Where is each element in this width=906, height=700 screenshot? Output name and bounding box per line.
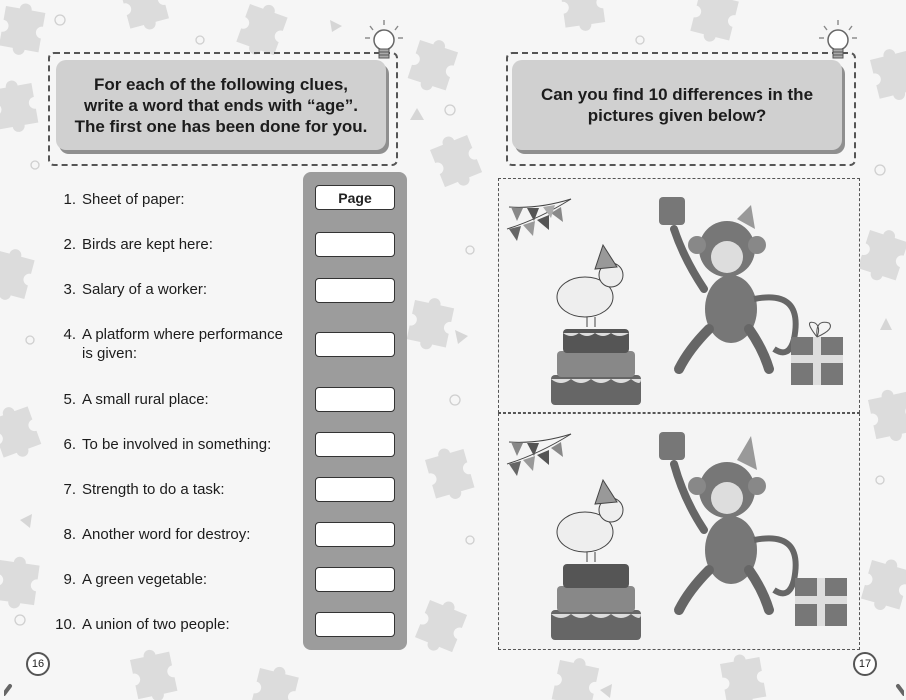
instruction-line: write a word that ends with “age”. — [84, 95, 358, 115]
answer-box-6[interactable] — [315, 432, 395, 457]
answer-box-8[interactable] — [315, 522, 395, 547]
clue-text: A green vegetable: — [82, 571, 208, 588]
cake-illustration — [551, 564, 641, 640]
clue-9 — [48, 570, 207, 589]
party-scene-bottom — [499, 414, 858, 648]
clue-number: 2. — [63, 236, 76, 253]
clue-3 — [48, 280, 207, 299]
cake-illustration — [551, 329, 641, 405]
clue-8 — [48, 525, 250, 544]
clue-text: A union of two people: — [82, 616, 230, 633]
party-scene-top — [499, 179, 858, 411]
monkey-illustration — [659, 432, 796, 610]
clue-text: Birds are kept here: — [82, 236, 213, 253]
answer-box-10[interactable] — [315, 612, 395, 637]
lightbulb-icon — [816, 18, 860, 68]
clue-number: 10. — [55, 616, 76, 633]
page-number-left: 16 — [26, 652, 50, 676]
magnifier-icon — [878, 666, 904, 696]
clue-number: 4. — [63, 326, 76, 343]
picture-panel-bottom — [498, 413, 860, 650]
instruction-line: Can you find 10 differences in the — [540, 85, 814, 104]
clue-number: 3. — [63, 281, 76, 298]
clue-2 — [48, 235, 213, 254]
bird-illustration — [557, 480, 623, 562]
answer-box-1[interactable]: Page — [315, 185, 395, 210]
instruction-line: For each of the following clues, — [93, 74, 349, 94]
instruction-line: pictures given below? — [587, 106, 767, 125]
clue-text: Sheet of paper: — [82, 191, 185, 208]
clue-text: Another word for destroy: — [82, 526, 251, 543]
clue-1 — [48, 190, 185, 209]
page-number-right: 17 — [853, 652, 877, 676]
clue-number: 9. — [63, 571, 76, 588]
picture-panel-top — [498, 178, 860, 413]
bird-illustration — [557, 245, 623, 327]
clue-number: 1. — [63, 191, 76, 208]
instruction-line: The first one has been done for you. — [74, 116, 368, 136]
gift-box-illustration — [795, 578, 847, 626]
bunting-illustration — [507, 199, 571, 241]
answer-box-2[interactable] — [315, 232, 395, 257]
instruction-banner — [56, 60, 386, 150]
magnifier-icon — [4, 666, 30, 696]
clue-text: A small rural place: — [82, 391, 209, 408]
clue-number: 5. — [63, 391, 76, 408]
monkey-illustration — [659, 197, 796, 369]
clue-text-line2: is given: — [82, 345, 138, 362]
clue-5 — [48, 390, 209, 409]
instruction-banner — [512, 60, 842, 150]
left-page — [0, 0, 410, 700]
answer-box-4[interactable] — [315, 332, 395, 357]
clue-text: To be involved in something: — [82, 436, 272, 453]
clue-number: 7. — [63, 481, 76, 498]
answer-box-7[interactable] — [315, 477, 395, 502]
answer-box-5[interactable] — [315, 387, 395, 412]
clue-10 — [48, 615, 230, 634]
answer-box-3[interactable] — [315, 278, 395, 303]
clue-4 — [48, 325, 302, 363]
clue-number: 6. — [63, 436, 76, 453]
lightbulb-icon — [362, 18, 406, 68]
clue-number: 8. — [63, 526, 76, 543]
bunting-illustration — [507, 434, 571, 476]
answer-box-9[interactable] — [315, 567, 395, 592]
clue-text: Salary of a worker: — [82, 281, 208, 298]
clue-text: Strength to do a task: — [82, 481, 225, 498]
clue-6 — [48, 435, 271, 454]
clue-7 — [48, 480, 225, 499]
gift-box-illustration — [791, 322, 843, 385]
clue-text-line1: A platform where performance — [82, 326, 283, 343]
